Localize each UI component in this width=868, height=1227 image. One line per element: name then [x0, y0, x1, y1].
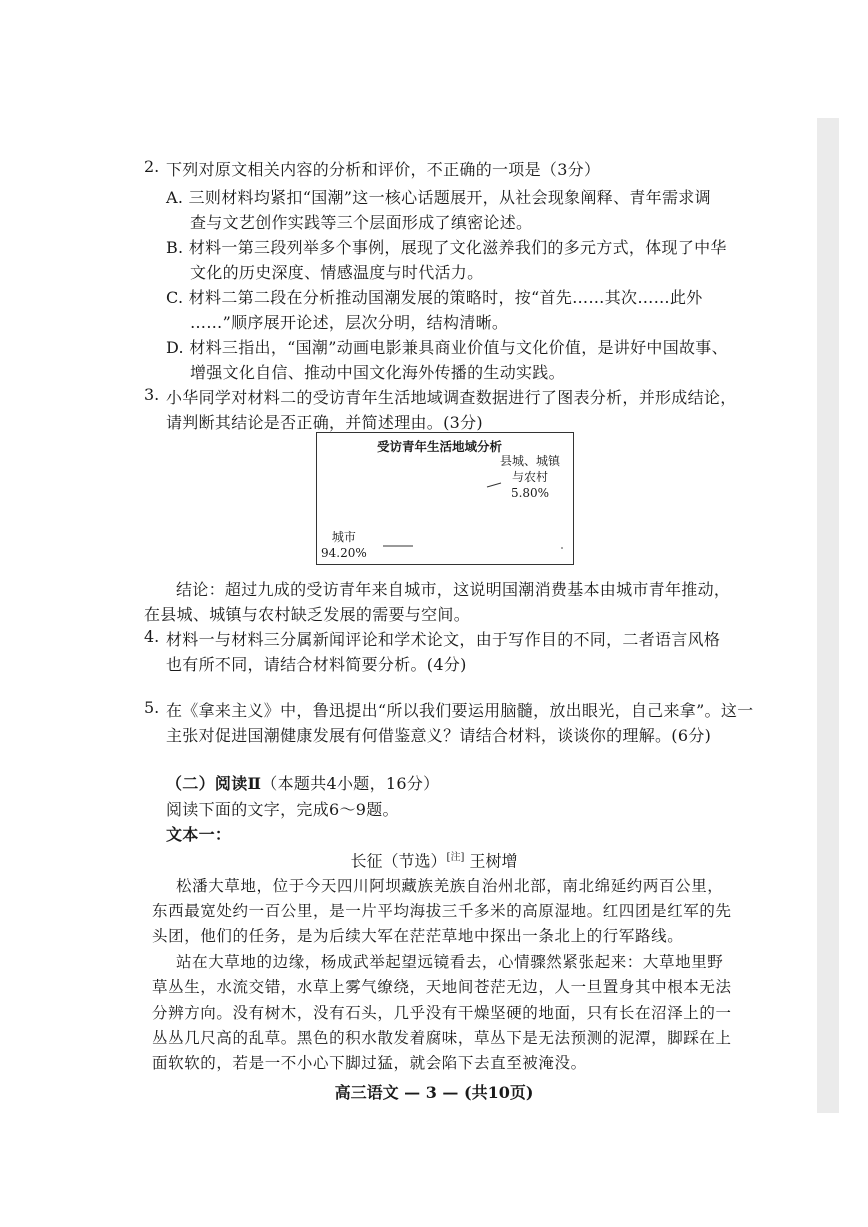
q2-option-c-cont: ……”顺序展开论述，层次分明，结构清晰。 — [190, 313, 509, 332]
q2-option-a: A. 三则材料均紧扣“国潮”这一核心话题展开，从社会现象阐释、青年需求调 — [166, 188, 711, 207]
q2-number: 2. — [144, 157, 160, 176]
q3-conclusion: 结论：超过九成的受访青年来自城市，这说明国潮消费基本由城市青年推动， — [176, 580, 731, 599]
article-title-text: 长征（节选） — [350, 851, 447, 871]
q3-number: 3. — [144, 385, 160, 404]
chart-title: 受访青年生活地域分析 — [377, 439, 503, 454]
page-footer: 高三语文 — 3 — (共10页) — [334, 1083, 534, 1102]
q2-option-a-cont: 查与文艺创作实践等三个层面形成了缜密论述。 — [190, 213, 533, 232]
city-label-name: 城市 — [331, 530, 356, 544]
q3-stem-cont: 请判断其结论是否正确，并简述理由。(3分) — [166, 413, 483, 432]
article-para-line: 松潘大草地，位于今天四川阿坝藏族羌族自治州北部，南北绵延约两百公里， — [176, 877, 724, 895]
article-para-line: 东西最宽处约一百公里，是一片平均海拔三千多米的高原湿地。红四团是红军的先 — [152, 902, 732, 920]
section2-heading-rest: （本题共4小题，16分） — [261, 774, 440, 793]
q2-option-b-cont: 文化的历史深度、情感温度与时代活力。 — [190, 263, 484, 282]
article-para-line: 丛丛几尺高的乱草。黑色的积水散发着腐味，草丛下是无法预测的泥潭，脚踩在上 — [152, 1029, 732, 1047]
article-para-line: 站在大草地的边缘，杨成武举起望远镜看去，心情骤然紧张起来：大草地里野 — [176, 953, 724, 971]
pie-chart-frame — [316, 432, 574, 565]
rural-label — [500, 453, 560, 501]
q5-stem: 在《拿来主义》中，鲁迅提出“所以我们要运用脑髓，放出眼光，自己来拿”。这一 — [166, 701, 754, 720]
q2-option-c: C. 材料二第二段在分析推动国潮发展的策略时，按“首先……其次……此外 — [166, 288, 703, 307]
q5-stem-cont: 主张对促进国潮健康发展有何借鉴意义？请结合材料，谈谈你的理解。(6分) — [166, 726, 712, 745]
city-value: 94.20% — [321, 546, 367, 560]
article-title — [0, 848, 868, 871]
chart-dot — [561, 547, 563, 549]
article-para-line: 草丛生，水流交错，水草上雾气缭绕，天地间苍茫无边，人一旦置身其中根本无法 — [152, 978, 732, 996]
rural-label-line1: 县城、城镇 — [500, 454, 561, 468]
article-author: 王树增 — [469, 851, 518, 871]
article-para-line: 头团，他们的任务，是为后续大军在茫茫草地中探出一条北上的行军路线。 — [152, 927, 684, 945]
q2-option-b: B. 材料一第三段列举多个事例，展现了文化滋养我们的多元方式，体现了中华 — [166, 238, 727, 257]
text-one-label: 文本一： — [166, 825, 232, 844]
q3-conclusion-cont: 在县城、城镇与农村缺乏发展的需要与空间。 — [144, 605, 471, 624]
q4-stem: 材料一与材料三分属新闻评论和学术论文，由于写作目的不同，二者语言风格 — [166, 630, 721, 649]
q2-option-d-cont: 增强文化自信、推动中国文化海外传播的生动实践。 — [190, 363, 565, 382]
rural-label-line2: 与农村 — [512, 470, 549, 484]
q2-stem: 下列对原文相关内容的分析和评价，不正确的一项是（3分） — [166, 160, 601, 179]
city-label — [321, 529, 367, 561]
rural-leader-line — [487, 483, 501, 487]
section2-heading-bold: （二）阅读Ⅱ — [166, 774, 262, 793]
q4-stem-cont: 也有所不同，请结合材料简要分析。(4分) — [166, 655, 467, 674]
section2-instruction: 阅读下面的文字，完成6～9题。 — [166, 800, 399, 819]
q2-option-d: D. 材料三指出，“国潮”动画电影兼具商业价值与文化价值，是讲好中国故事、 — [166, 338, 728, 357]
article-note-mark: [注] — [446, 852, 465, 863]
article-para-line: 面软软的，若是一不小心下脚过猛，就会陷下去直至被淹没。 — [152, 1054, 587, 1072]
article-para-line: 分辨方向。没有树木，没有石头，几乎没有干燥坚硬的地面，只有长在沼泽上的一 — [152, 1004, 732, 1022]
section2-heading — [166, 771, 439, 794]
q3-stem: 小华同学对材料二的受访青年生活地域调查数据进行了图表分析，并形成结论， — [166, 388, 737, 407]
q4-number: 4. — [144, 627, 160, 646]
q5-number: 5. — [144, 698, 160, 717]
rural-value: 5.80% — [510, 486, 550, 500]
